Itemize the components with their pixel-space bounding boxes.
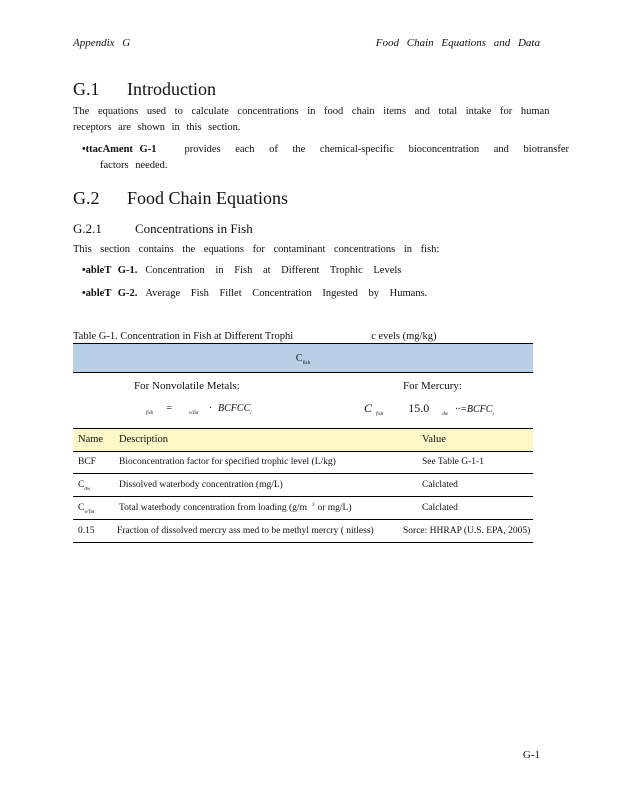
row-value: Calclated (422, 503, 458, 513)
attachment-bullet-text: provides each of the chemical-specific bioconcentration and biotransfer (184, 144, 570, 155)
section-title: Introduction (127, 79, 216, 99)
nonvolatile-equation: $_{fish} = _{wTot} \cdot BCFCC_i$ (146, 403, 252, 416)
page-number: G-1 (522, 749, 540, 761)
intro-paragraph-line1: The equations used to calculate concentrations in food chain items and total intake for human (73, 106, 550, 117)
table-row (73, 497, 533, 520)
table-row (73, 474, 533, 497)
section-heading-g21 (73, 221, 253, 237)
section-number: G.1 (73, 79, 100, 99)
list-item (82, 265, 401, 276)
row-description: Bioconcentration factor for specified trophic level (L/kg) (119, 457, 336, 467)
row-description: Dissolved waterbody concentration (mg/L) (119, 480, 283, 490)
attachment-bullet-label: •ttacAment G-1 (82, 144, 157, 155)
table-caption-part-b: c evels (mg/kg) (371, 331, 437, 342)
section-number: G.2.1 (73, 221, 102, 236)
row-value: Calclated (422, 480, 458, 490)
list-item-text: Concentration in Fish at Different Trophic Levels (145, 265, 402, 276)
list-item-text: Average Fish Fillet Concentration Ingested by Humans. (145, 288, 428, 299)
list-item-label: •ableT G-1. (82, 265, 138, 276)
intro-paragraph-line2: receptors are shown in this section. (73, 122, 241, 133)
row-value: See Table G-1-1 (422, 457, 484, 467)
table-header-cells (73, 429, 533, 451)
attachment-bullet-line2: factors needed. (100, 160, 168, 171)
list-item-label: •ableT G-2. (82, 288, 138, 299)
mercury-equation: C $_{fish}$ 15.0 $_{dw} \cdot\cdot=BCFC_i$ (364, 401, 494, 418)
section-heading-g1 (73, 79, 216, 100)
table-caption-part-a: Table G-1. Concentration in Fish at Different Trophi (73, 331, 294, 342)
table-header-row (73, 428, 533, 452)
row-description: Fraction of dissolved mercry ass med to be methyl mercry ( nitless) (117, 526, 374, 536)
column-header-name: Name (78, 434, 104, 445)
running-header-left: Appendix G (73, 37, 131, 49)
band-symbol: $C_{fish}$ (295, 353, 311, 366)
fish-intro-paragraph: This section contains the equations for contaminant concentrations in fish: (73, 244, 440, 255)
nonvolatile-equation-title: For Nonvolatile Metals: (134, 380, 240, 392)
mercury-equation-title: For Mercury: (403, 380, 462, 392)
row-name: $C_{dw}$ (78, 480, 91, 492)
row-value: Sorce: HHRAP (U.S. EPA, 2005) (403, 526, 531, 536)
running-header-right: Food Chain Equations and Data (375, 37, 540, 49)
attachment-bullet (82, 144, 569, 155)
section-heading-g2 (73, 188, 288, 209)
column-header-description: Description (119, 434, 168, 445)
row-name: BCF (78, 457, 96, 467)
section-title: Concentrations in Fish (135, 221, 253, 236)
column-header-value: Value (422, 434, 446, 445)
section-number: G.2 (73, 188, 100, 208)
table-caption (73, 331, 436, 342)
row-description: Total waterbody concentration from loading (g/m $^3$ or mg/L) (119, 503, 352, 514)
row-name: 0.15 (78, 526, 95, 536)
table-row (73, 520, 533, 543)
table-row (73, 451, 533, 474)
section-title: Food Chain Equations (127, 188, 288, 208)
list-item (82, 288, 427, 299)
row-name: $C_{wTot}$ (78, 503, 95, 515)
table-title-band (73, 344, 533, 373)
